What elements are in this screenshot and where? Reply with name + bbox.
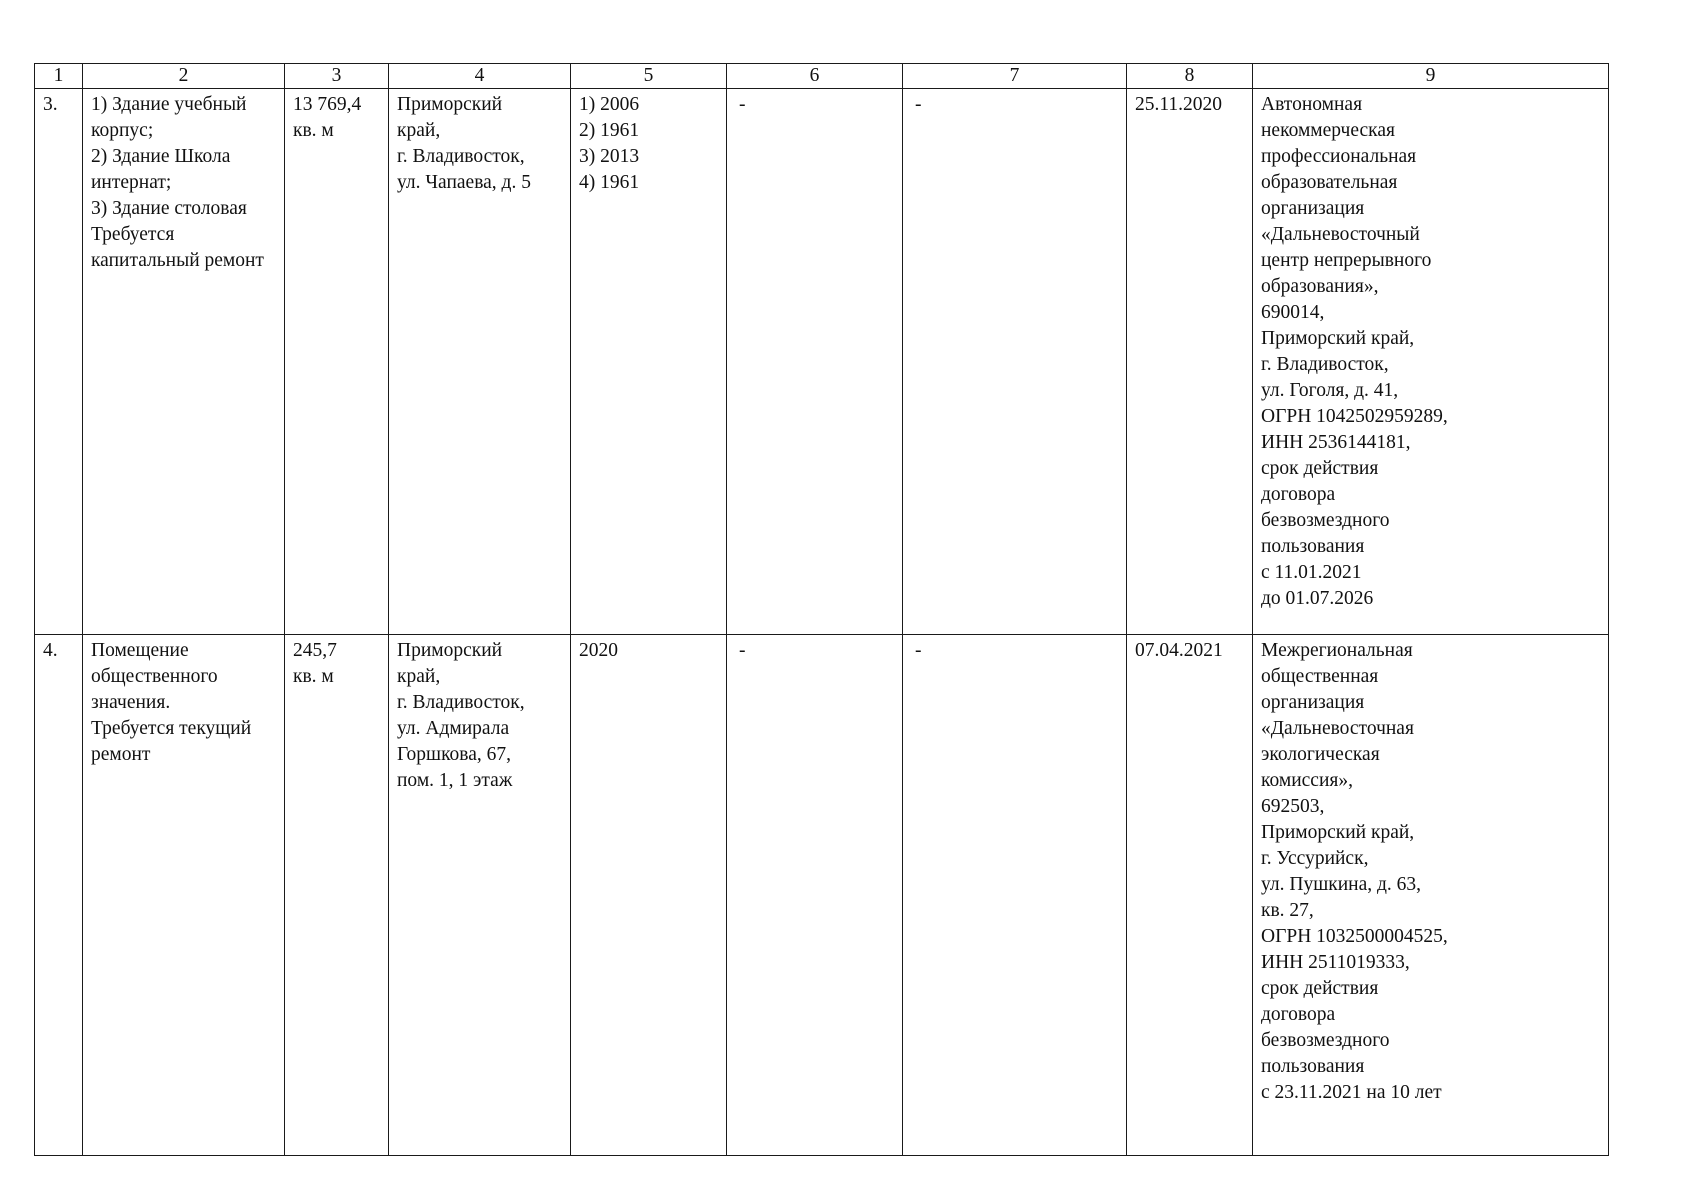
column-header-9: 9 — [1253, 64, 1609, 89]
object-address: Приморский край, г. Владивосток, ул. Адмирала Горшкова, 67, пом. 1, 1 этаж — [389, 635, 571, 1156]
column-header-3: 3 — [285, 64, 389, 89]
construction-years: 2020 — [571, 635, 727, 1156]
header-row — [35, 64, 1609, 89]
organization-info: Межрегиональная общественная организация «Дальневосточная экологическая комиссия», 692503, Приморский край, г. Уссурийск, ул. Пушкина, д. 63, кв. 27, ОГРН 1032500004525, ИНН 2511019333, срок действия договора безвозмездного пользования с 23.11.2021 на 10 лет — [1253, 635, 1609, 1156]
property-table — [34, 63, 1609, 1156]
column-header-1: 1 — [35, 64, 83, 89]
column-7-value: - — [903, 89, 1127, 635]
column-header-8: 8 — [1127, 64, 1253, 89]
date-value: 25.11.2020 — [1127, 89, 1253, 635]
object-area: 13 769,4 кв. м — [285, 89, 389, 635]
column-header-7: 7 — [903, 64, 1127, 89]
construction-years: 1) 2006 2) 1961 3) 2013 4) 1961 — [571, 89, 727, 635]
row-number: 4. — [35, 635, 83, 1156]
column-6-value: - — [727, 89, 903, 635]
object-area: 245,7 кв. м — [285, 635, 389, 1156]
column-header-6: 6 — [727, 64, 903, 89]
object-address: Приморский край, г. Владивосток, ул. Чапаева, д. 5 — [389, 89, 571, 635]
column-7-value: - — [903, 635, 1127, 1156]
object-description: 1) Здание учебный корпус; 2) Здание Школа интернат; 3) Здание столовая Требуется капитальный ремонт — [83, 89, 285, 635]
column-header-4: 4 — [389, 64, 571, 89]
organization-info: Автономная некоммерческая профессиональная образовательная организация «Дальневосточный центр непрерывного образования», 690014, Приморский край, г. Владивосток, ул. Гоголя, д. 41, ОГРН 1042502959289, ИНН 2536144181, срок действия договора безвозмездного пользования с 11.01.2021 до 01.07.2026 — [1253, 89, 1609, 635]
column-header-2: 2 — [83, 64, 285, 89]
date-value: 07.04.2021 — [1127, 635, 1253, 1156]
table-row — [35, 635, 1609, 1156]
column-6-value: - — [727, 635, 903, 1156]
row-number: 3. — [35, 89, 83, 635]
object-description: Помещение общественного значения. Требуется текущий ремонт — [83, 635, 285, 1156]
column-header-5: 5 — [571, 64, 727, 89]
table-row — [35, 89, 1609, 635]
